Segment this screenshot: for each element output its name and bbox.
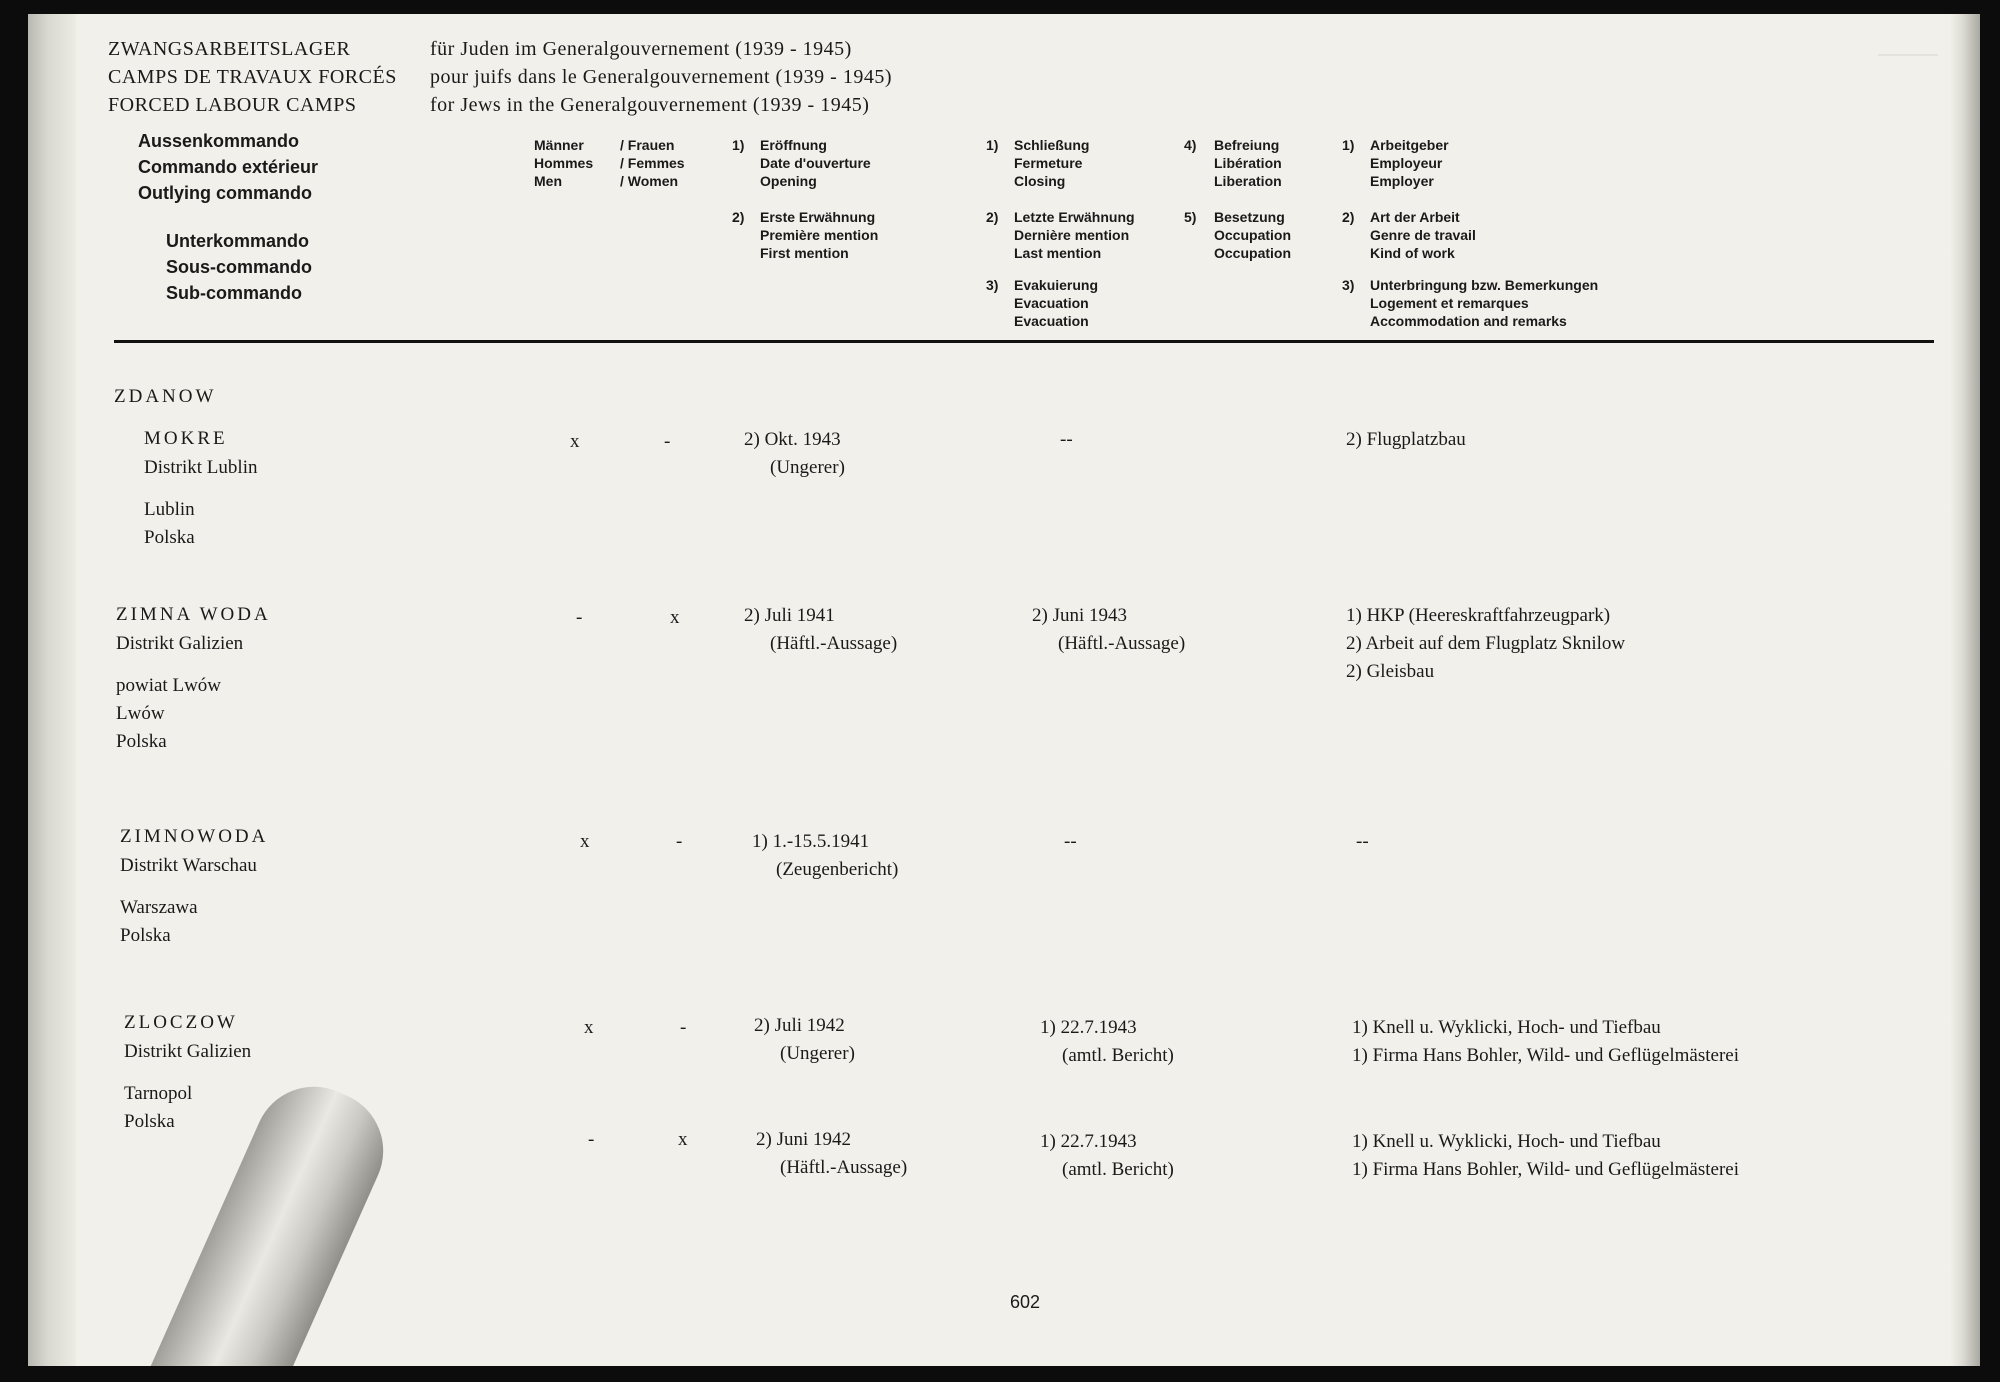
sub-en: Sub-commando: [166, 283, 303, 303]
work-line: --: [1356, 831, 1369, 852]
location-line: Distrikt Warschau: [120, 855, 257, 876]
closing-date: 1) 22.7.1943: [1040, 1017, 1137, 1038]
first-mention-header: Erste Erwähnung Première mention First mention: [760, 209, 879, 261]
subtitle-de: für Juden im Generalgouvernement (1939 - 1945): [430, 38, 852, 60]
opening-source: (Häftl.-Aussage): [780, 1157, 908, 1178]
opening-num: 1): [732, 137, 745, 153]
work-line: 1) Knell u. Wyklicki, Hoch- und Tiefbau: [1352, 1131, 1661, 1152]
closing-header: Schließung Fermeture Closing: [1014, 137, 1090, 189]
gender-women-header: / Frauen / Femmes / Women: [620, 137, 685, 189]
location-line: Warszawa: [120, 897, 198, 918]
men-mark: x: [580, 831, 590, 852]
opening-date: 2) Juli 1941: [744, 605, 835, 626]
women-mark: -: [664, 431, 671, 452]
evacuation-num: 3): [986, 277, 999, 293]
women-mark: x: [678, 1129, 688, 1150]
subcamp-name-mokre: MOKRE: [144, 428, 228, 449]
title-de: ZWANGSARBEITSLAGER: [108, 38, 351, 60]
outlying-de: Aussenkommando: [138, 131, 300, 151]
location-line: Distrikt Galizien: [124, 1041, 252, 1062]
men-mark: -: [576, 607, 583, 628]
closing-source: (Häftl.-Aussage): [1058, 633, 1186, 654]
closing-date: 2) Juni 1943: [1032, 605, 1127, 626]
title-fr: CAMPS DE TRAVAUX FORCÉS: [108, 66, 397, 88]
location-line: Distrikt Galizien: [116, 633, 244, 654]
closing-source: (amtl. Bericht): [1062, 1159, 1174, 1180]
book-spine: [28, 14, 76, 1366]
page-number: 602: [1010, 1292, 1041, 1312]
work-num: 2): [1342, 209, 1355, 225]
accommodation-header: Unterbringung bzw. Bemerkungen Logement et remarques Accommodation and remarks: [1370, 277, 1599, 329]
work-line: 1) Firma Hans Bohler, Wild- und Geflügelmästerei: [1352, 1045, 1740, 1066]
pen-object: [145, 1068, 402, 1366]
liberation-num: 4): [1184, 137, 1197, 153]
closing-date: 1) 22.7.1943: [1040, 1131, 1137, 1152]
women-mark: -: [680, 1017, 687, 1038]
opening-source: (Häftl.-Aussage): [770, 633, 898, 654]
work-line: 1) Knell u. Wyklicki, Hoch- und Tiefbau: [1352, 1017, 1661, 1038]
opening-source: (Ungerer): [780, 1043, 855, 1064]
location-line: Tarnopol: [124, 1083, 193, 1104]
location-line: Lublin: [144, 499, 195, 520]
location-line: Distrikt Lublin: [144, 457, 258, 478]
opening-header: Eröffnung Date d'ouverture Opening: [760, 137, 871, 189]
camp-name-zdanow: ZDANOW: [114, 386, 217, 407]
employer-header: Arbeitgeber Employeur Employer: [1370, 137, 1449, 189]
evacuation-header: Evakuierung Evacuation Evacuation: [1014, 277, 1099, 329]
women-mark: x: [670, 607, 680, 628]
subtitle-en: for Jews in the Generalgouvernement (1939 - 1945): [430, 94, 870, 116]
employer-num: 1): [1342, 137, 1355, 153]
work-line: 2) Gleisbau: [1346, 661, 1435, 682]
location-line: Lwów: [116, 703, 165, 724]
gender-men-header: Männer Hommes Men: [534, 137, 594, 189]
camp-name-zloczow: ZLOCZOW: [124, 1012, 238, 1033]
women-mark: -: [676, 831, 683, 852]
location-line: Polska: [144, 527, 195, 548]
opening-date: 2) Juli 1942: [754, 1015, 845, 1036]
men-mark: x: [584, 1017, 594, 1038]
location-line: Polska: [124, 1111, 175, 1132]
closing-date: --: [1064, 831, 1077, 852]
sub-de: Unterkommando: [166, 231, 310, 251]
outlying-en: Outlying commando: [138, 183, 313, 203]
last-mention-num: 2): [986, 209, 999, 225]
header-divider: [114, 340, 1934, 343]
outlying-fr: Commando extérieur: [138, 157, 319, 177]
work-line: 1) Firma Hans Bohler, Wild- und Geflügelmästerei: [1352, 1159, 1740, 1180]
first-mention-num: 2): [732, 209, 745, 225]
closing-source: (amtl. Bericht): [1062, 1045, 1174, 1066]
sub-fr: Sous-commando: [166, 257, 313, 277]
last-mention-header: Letzte Erwähnung Dernière mention Last mention: [1014, 209, 1135, 261]
show-through-decoration: [1878, 54, 1938, 68]
page-edge: [1950, 14, 1980, 1366]
opening-date: 2) Juni 1942: [756, 1129, 851, 1150]
accommodation-num: 3): [1342, 277, 1355, 293]
camp-name-zimna-woda: ZIMNA WODA: [116, 604, 271, 625]
camp-name-zimnowoda: ZIMNOWODA: [120, 826, 269, 847]
work-header: Art der Arbeit Genre de travail Kind of work: [1370, 209, 1476, 261]
work-line: 2) Flugplatzbau: [1346, 429, 1466, 450]
occupation-header: Besetzung Occupation Occupation: [1214, 209, 1292, 261]
men-mark: x: [570, 431, 580, 452]
opening-date: 1) 1.-15.5.1941: [752, 831, 870, 852]
closing-date: --: [1060, 429, 1073, 450]
closing-num: 1): [986, 137, 999, 153]
men-mark: -: [588, 1129, 595, 1150]
location-line: powiat Lwów: [116, 675, 222, 696]
work-line: 1) HKP (Heereskraftfahrzeugpark): [1346, 605, 1611, 626]
work-line: 2) Arbeit auf dem Flugplatz Sknilow: [1346, 633, 1626, 654]
subtitle-fr: pour juifs dans le Generalgouvernement (1939 - 1945): [430, 66, 892, 88]
opening-source: (Ungerer): [770, 457, 845, 478]
occupation-num: 5): [1184, 209, 1197, 225]
location-line: Polska: [120, 925, 171, 946]
location-line: Polska: [116, 731, 167, 752]
opening-date: 2) Okt. 1943: [744, 429, 841, 450]
liberation-header: Befreiung Libération Liberation: [1214, 137, 1282, 189]
document-page: [28, 14, 1980, 1366]
opening-source: (Zeugenbericht): [776, 859, 899, 880]
title-en: FORCED LABOUR CAMPS: [108, 94, 357, 116]
